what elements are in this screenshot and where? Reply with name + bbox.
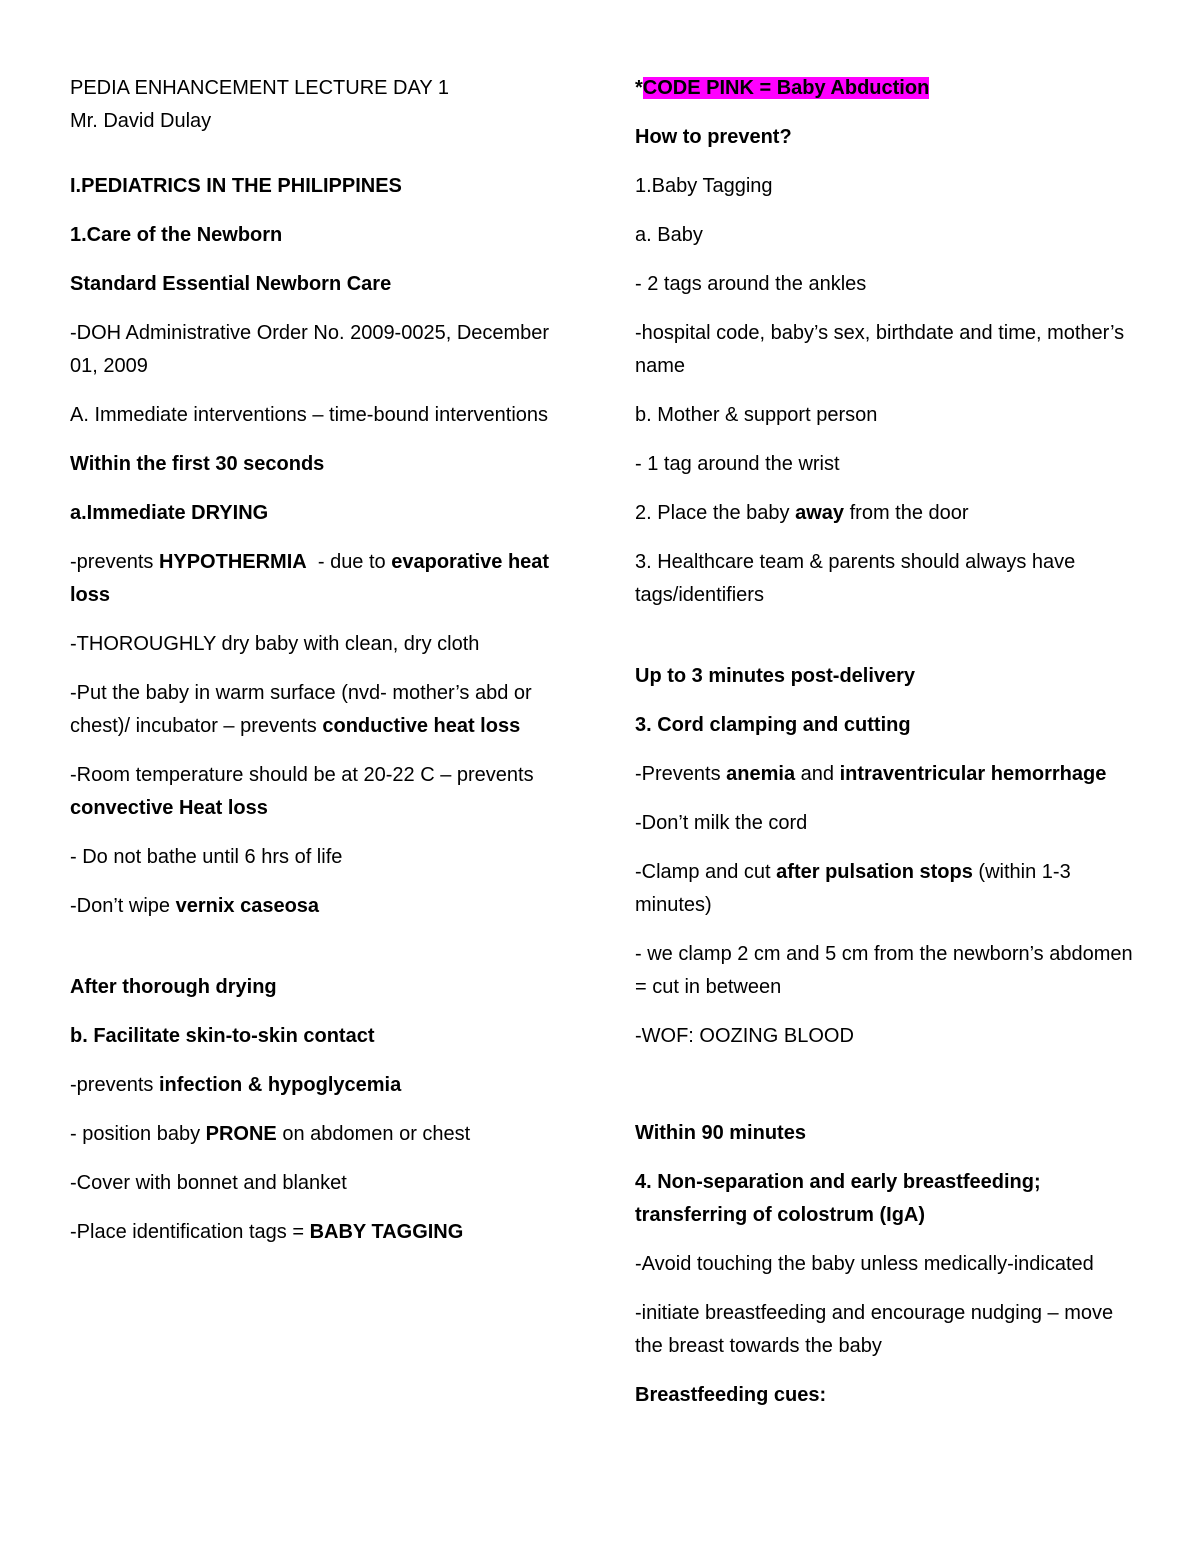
place-baby-away: 2. Place the baby away from the door [635,502,969,524]
two-tags-ankles: - 2 tags around the ankles [635,273,867,295]
within-90-minutes: Within 90 minutes [635,1122,806,1144]
position-prone: - position baby PRONE on abdomen or chest [70,1123,471,1145]
immediate-interventions: A. Immediate interventions – time-bound interventions [70,404,549,426]
code-pink-highlight: CODE PINK = Baby Abduction [642,77,930,99]
topic-heading: 1.Care of the Newborn [70,224,283,246]
avoid-touching: -Avoid touching the baby unless medically-indicated [635,1253,1094,1275]
cover-bonnet: -Cover with bonnet and blanket [70,1172,347,1194]
skin-to-skin: b. Facilitate skin-to-skin contact [70,1025,375,1047]
document-title: PEDIA ENHANCEMENT LECTURE DAY 1 [70,77,449,99]
thoroughly-dry: -THOROUGHLY dry baby with clean, dry cloth [70,633,480,655]
one-tag-wrist: - 1 tag around the wrist [635,453,840,475]
we-clamp: - we clamp 2 cm and 5 cm from the newborn’s abdomen = cut in between [635,943,1133,998]
doh-order: -DOH Administrative Order No. 2009-0025, December 01, 2009 [70,322,550,377]
hospital-code: -hospital code, baby’s sex, birthdate and time, mother’s name [635,322,1125,377]
identification-tags: -Place identification tags = BABY TAGGING [70,1221,464,1243]
room-temperature: -Room temperature should be at 20-22 C – prevents convective Heat loss [70,764,534,819]
prevents-infection: -prevents infection & hypoglycemia [70,1074,402,1096]
up-to-3-minutes: Up to 3 minutes post-delivery [635,665,916,687]
immediate-drying: a.Immediate DRYING [70,502,269,524]
cord-clamping: 3. Cord clamping and cutting [635,714,911,736]
within-30-seconds: Within the first 30 seconds [70,453,325,475]
healthcare-team: 3. Healthcare team & parents should always have tags/identifiers [635,551,1076,606]
initiate-breastfeeding: -initiate breastfeeding and encourage nudging – move the breast towards the baby [635,1302,1114,1357]
right-column [635,72,1145,1428]
how-to-prevent: How to prevent? [635,126,792,148]
warm-surface: -Put the baby in warm surface (nvd- mother’s abd or chest)/ incubator – prevents conductive heat loss [70,682,532,737]
subtopic-heading: Standard Essential Newborn Care [70,273,392,295]
non-separation: 4. Non-separation and early breastfeeding; transferring of colostrum (IgA) [635,1171,1041,1226]
do-not-bathe: - Do not bathe until 6 hrs of life [70,846,343,868]
code-pink: *CODE PINK = Baby Abduction [635,77,930,99]
breastfeeding-cues: Breastfeeding cues: [635,1384,827,1406]
after-thorough-drying: After thorough drying [70,976,277,998]
prevents-hypothermia: -prevents HYPOTHERMIA - due to evaporative heat loss [70,551,550,606]
clamp-and-cut: -Clamp and cut after pulsation stops (within 1-3 minutes) [635,861,1071,916]
section-heading: I.PEDIATRICS IN THE PHILIPPINES [70,175,402,197]
dont-milk-cord: -Don’t milk the cord [635,812,808,834]
b-mother-support: b. Mother & support person [635,404,878,426]
baby-tagging: 1.Baby Tagging [635,175,773,197]
prevents-anemia: -Prevents anemia and intraventricular hemorrhage [635,763,1107,785]
lecturer-name: Mr. David Dulay [70,110,212,132]
vernix-caseosa: -Don’t wipe vernix caseosa [70,895,320,917]
left-column [70,72,560,1265]
wof-oozing-blood: -WOF: OOZING BLOOD [635,1025,854,1047]
a-baby: a. Baby [635,224,703,246]
